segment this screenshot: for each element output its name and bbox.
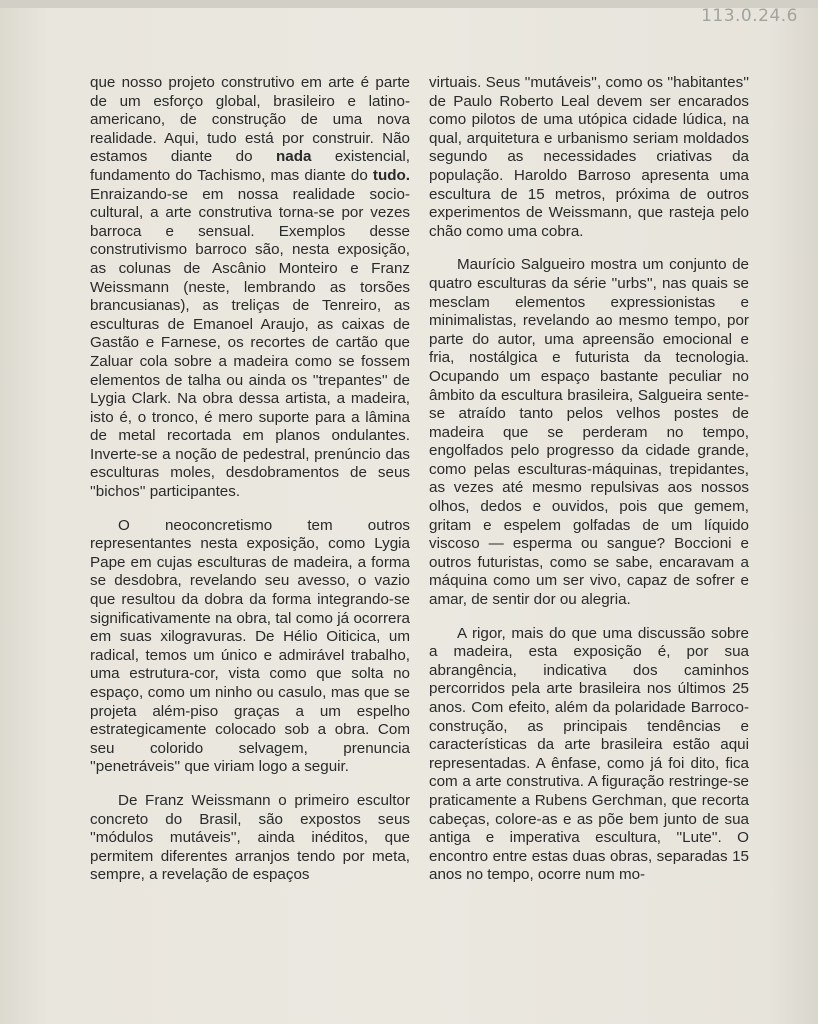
paragraph: virtuais. Seus ''mutáveis'', como os ''habitantes'' de Paulo Roberto Leal devem ser encarados como pilotos de uma utópica cidade lúdica, na qual, arquitetura e urbanismo seriam moldados segundo as necessidades criativas da população. Haroldo Barroso apresenta uma escultura de 15 metros, próxima de outros experimentos de Weissmann, que rasteja pelo chão como uma cobra. (429, 74, 749, 240)
paragraph: A rigor, mais do que uma discussão sobre a madeira, esta exposição é, por sua abrangência, indicativa dos caminhos percorridos pela arte brasileira nos últimos 25 anos. Com efeito, além da polaridade Barroco-construção, as principais tendências e características da arte brasileira estão aqui representadas. A ênfase, como já foi dito, fica com a arte construtiva. A figuração restringe-se praticamente a Rubens Gerchman, que recorta cabeças, colore-as e as põe bem junto de sua antiga e imperativa escultura, ''Lute''. O encontro entre estas duas obras, separadas 15 anos no tempo, ocorre num mo- (429, 624, 749, 884)
paragraph: que nosso projeto construtivo em arte é parte de um esforço global, brasileiro e latino-americano, de construção de uma nova realidade. Aqui, tudo está por construir. Não estamos diante do nada existencial, fundamento do Tachismo, mas diante do tudo. Enraizando-se em nossa realidade socio-cultural, a arte construtiva torna-se por vezes barroca e sensual. Exemplos desse construtivismo barroco são, nesta exposição, as colunas de Ascânio Monteiro e Franz Weissmann (neste, lembrando as torsões brancusianas), as treliças de Tenreiro, as esculturas de Emanoel Araujo, as caixas de Gastão e Farnese, os recortes de cartão que Zaluar cola sobre a madeira como se fossem elementos de talha ou ainda os ''trepantes'' de Lygia Clark. Na obra dessa artista, a madeira, isto é, o tronco, é mero suporte para a lâmina de metal recortada em planos ondulantes. Inverte-se a noção de pedestral, prenúncio das esculturas moles, desdobramentos de seus ''bichos'' participantes. (90, 74, 410, 501)
paragraph: De Franz Weissmann o primeiro escultor concreto do Brasil, são expostos seus ''módulos mutáveis'', ainda inéditos, que permitem diferentes arranjos tendo por meta, sempre, a revelação de espaços (90, 791, 410, 884)
paragraph: Maurício Salgueiro mostra um conjunto de quatro esculturas da série ''urbs'', nas quais se mesclam elementos expressionistas e minimalistas, revelando ao mesmo tempo, por parte do autor, uma apreensão emocional e fria, nostálgica e futurista da tecnologia. Ocupando um espaço bastante peculiar no âmbito da escultura brasileira, Salgueira sente-se atraído tanto pelos velhos postes de madeira que se perderam no tempo, engolfados pelo progresso da cidade grande, como pelas esculturas-máquinas, trepidantes, as vezes até mesmo repulsivas aos nossos olhos, dedos e ouvidos, pois que gemem, gritam e espelem golfadas de um líquido viscoso — esperma ou sangue? Boccioni e outros futuristas, como se sabe, encaravam a máquina como um ser vivo, capaz de sofrer e amar, de sentir dor ou alegria. (429, 256, 749, 609)
paragraph: O neoconcretismo tem outros representantes nesta exposição, como Lygia Pape em cujas esculturas de madeira, a forma se desdobra, revelando seu avesso, o vazio que resultou da dobra da forma integrando-se significativamente na obra, tal como já ocorrera em suas xilogravuras. De Hélio Oiticica, um radical, temos um único e admirável trabalho, uma estrutura-cor, vista como que solta no espaço, como um ninho ou casulo, mas que se projeta além-piso graças a um espelho estrategicamente colocado sob a obra. Com seu colorido selvagem, prenuncia ''penetráveis'' que viriam logo a seguir. (90, 516, 410, 776)
emphasis-tudo: tudo. (372, 166, 410, 184)
catalog-number-stamp: 113.0.24.6 (701, 6, 798, 26)
right-text-column (429, 74, 749, 900)
page-top-edge (0, 0, 818, 8)
left-text-column (90, 74, 410, 900)
emphasis-nada: nada (275, 148, 312, 166)
